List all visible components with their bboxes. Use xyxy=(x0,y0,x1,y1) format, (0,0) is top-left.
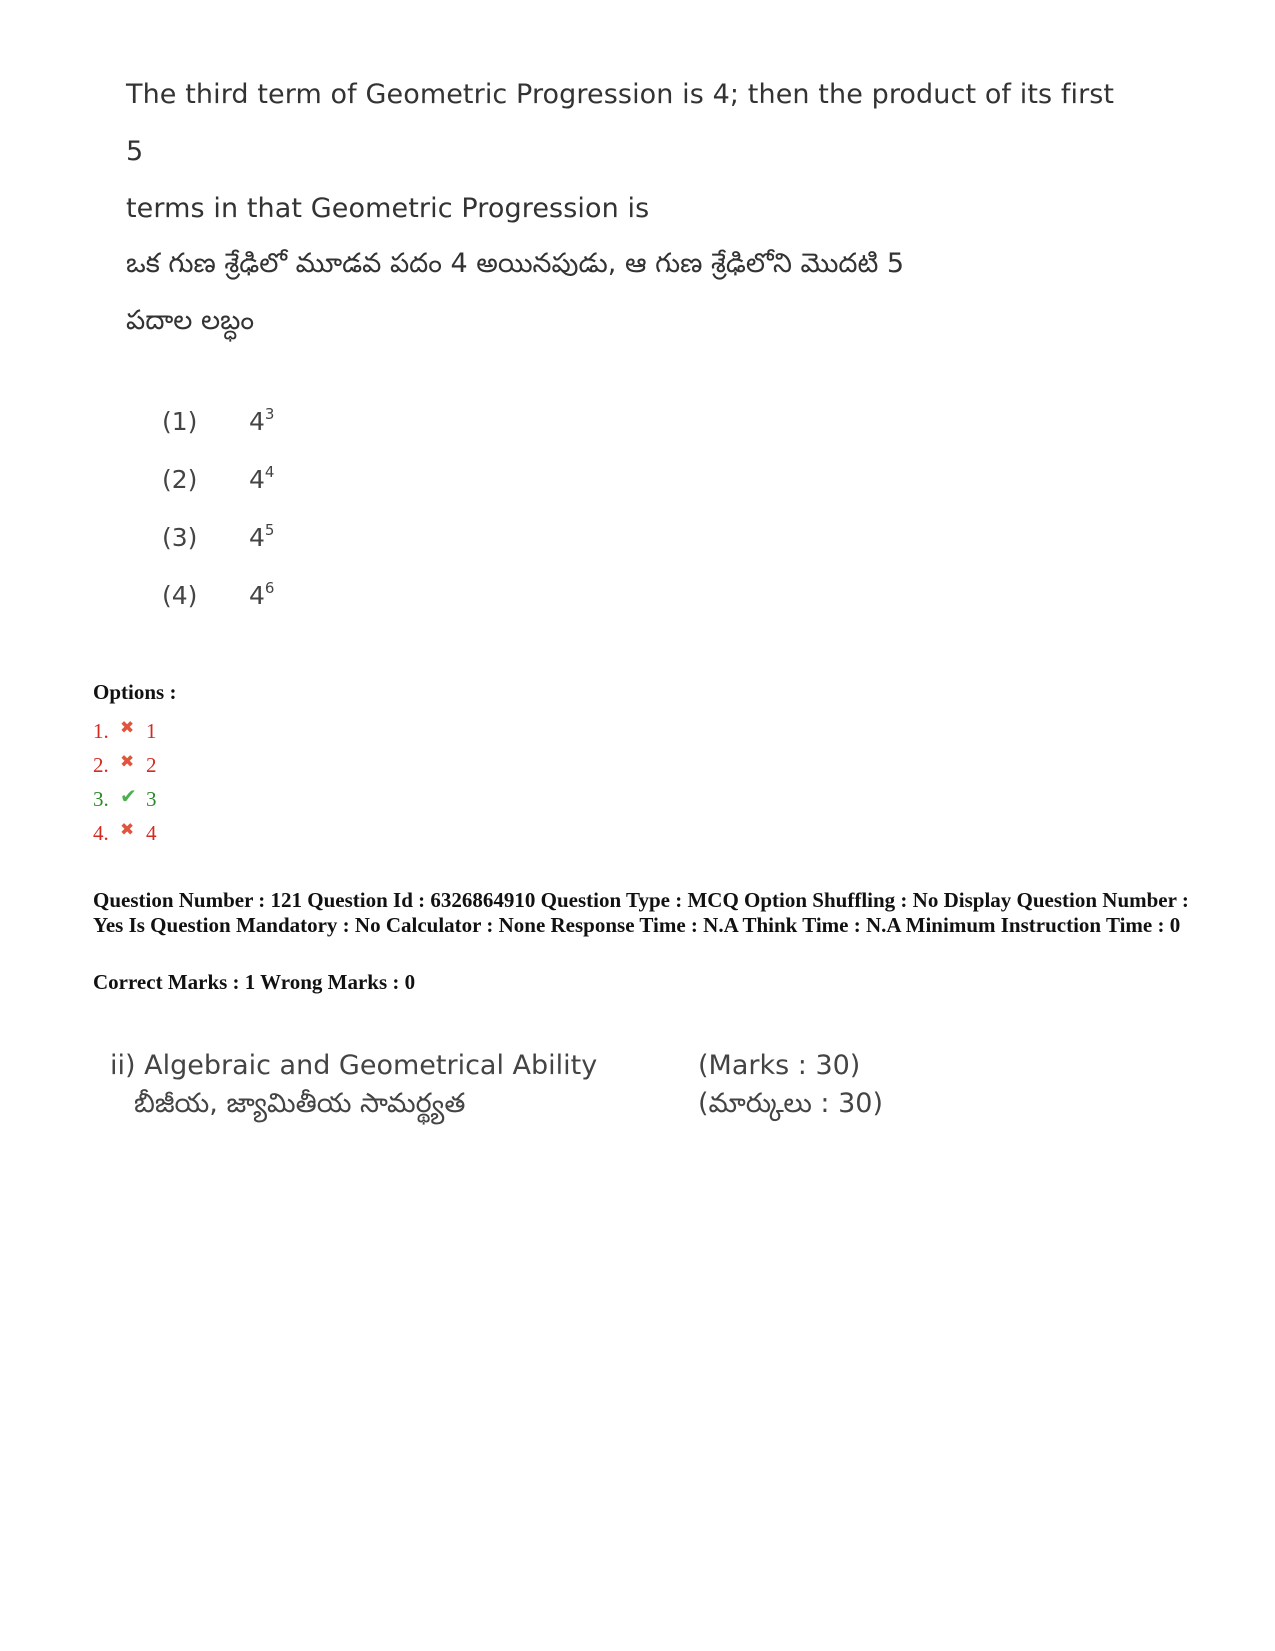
question-text-english xyxy=(126,66,1126,237)
answer-choices xyxy=(162,405,274,637)
option-1: 1. ✖ 1 xyxy=(93,718,157,743)
section-title-telugu: బీజీయ, జ్యామితీయ సామర్థ్యత xyxy=(134,1088,466,1119)
check-icon: ✔ xyxy=(120,785,137,808)
section-title-english: ii) Algebraic and Geometrical Ability xyxy=(110,1050,598,1081)
choice-2 xyxy=(162,463,274,521)
section-marks-english: (Marks : 30) xyxy=(698,1050,861,1081)
choice-value: $4^4$ xyxy=(249,463,275,494)
section-marks-telugu: (మార్కులు : 30) xyxy=(698,1088,883,1119)
question-telugu-line-2: పదాల లబ్ధం xyxy=(126,305,255,336)
cross-icon: ✖ xyxy=(120,718,135,737)
option-4: 4. ✖ 4 xyxy=(93,820,157,845)
choice-number: (3) xyxy=(162,523,198,552)
cross-icon: ✖ xyxy=(120,820,135,839)
option-2: 2. ✖ 2 xyxy=(93,752,157,777)
options-label: Options : xyxy=(93,680,177,704)
choice-value: $4^3$ xyxy=(249,405,275,436)
choice-number: (4) xyxy=(162,581,198,610)
choice-number: (2) xyxy=(162,465,198,494)
question-info: Question Number : 121 Question Id : 6326864910 Question Type : MCQ Option Shuffling : No Display Question Number : Yes Is Question Mandatory : No Calculator : None Response Time : N.A Think Time : N.A Minimum Instruction Time : 0 xyxy=(93,888,1189,937)
section-heading xyxy=(110,1050,597,1126)
choice-3 xyxy=(162,521,274,579)
choice-4 xyxy=(162,579,274,637)
question-text-telugu xyxy=(126,235,1126,349)
choice-value: $4^6$ xyxy=(249,579,275,610)
choice-number: (1) xyxy=(162,407,198,436)
question-line-1: The third term of Geometric Progression is 4; then the product of its first 5 xyxy=(126,79,1115,167)
choice-1 xyxy=(162,405,274,463)
section-marks xyxy=(698,1050,883,1126)
options-list xyxy=(93,714,157,850)
choice-value: $4^5$ xyxy=(249,521,275,552)
cross-icon: ✖ xyxy=(120,752,135,771)
option-3: 3. ✔ 3 xyxy=(93,785,157,811)
question-line-2: terms in that Geometric Progression is xyxy=(126,193,650,224)
question-telugu-line-1: ఒక గుణ శ్రేఢిలో మూడవ పదం 4 అయినపుడు, ఆ గుణ శ్రేఢిలోని మొదటి 5 xyxy=(126,248,905,279)
marks-line: Correct Marks : 1 Wrong Marks : 0 xyxy=(93,970,416,994)
